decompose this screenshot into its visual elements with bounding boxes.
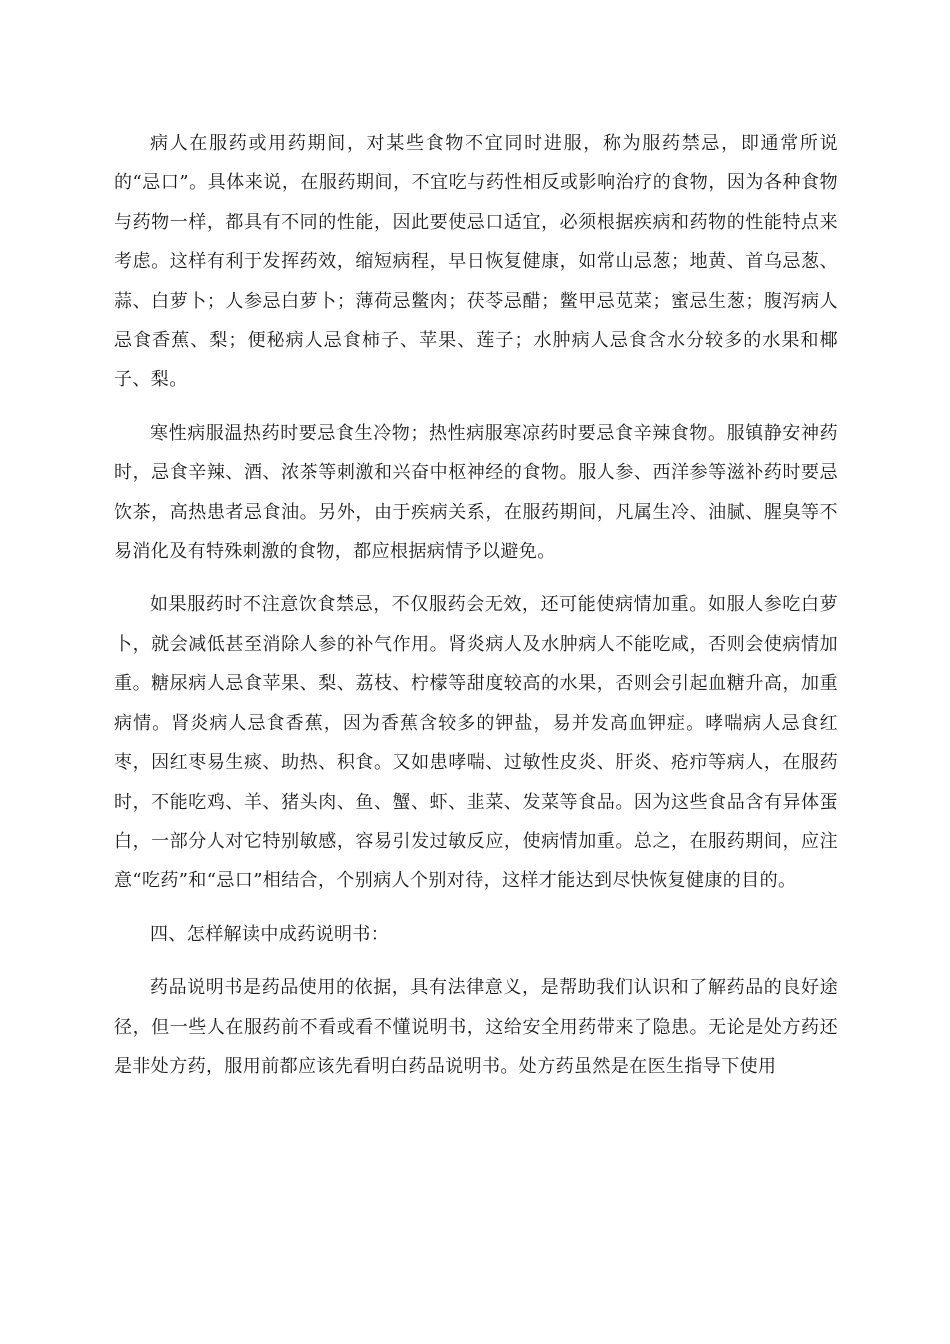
document-page: [114, 124, 838, 1086]
paragraph-taboo-consequences: 如果服药时不注意饮食禁忌，不仅服药会无效，还可能使病情加重。如服人参吃白萝卜，就会减低甚至消除人参的补气作用。肾炎病人及水肿病人不能吃咸，否则会使病情加重。糖尿病人忌食苹果、梨、荔枝、柠檬等甜度较高的水果，否则会引起血糖升高，加重病情。肾炎病人忌食香蕉，因为香蕉含较多的钾盐，易并发高血钾症。哮喘病人忌食红枣，因红枣易生痰、助热、积食。又如患哮喘、过敏性皮炎、肝炎、疮疖等病人，在服药时，不能吃鸡、羊、猪头肉、鱼、蟹、虾、韭菜、发菜等食品。因为这些食品含有异体蛋白，一部分人对它特别敏感，容易引发过敏反应，使病情加重。总之，在服药期间，应注意“吃药”和“忌口”相结合，个别病人个别对待，这样才能达到尽快恢复健康的目的。: [114, 594, 838, 892]
paragraph-cold-heat-medicine: 寒性病服温热药时要忌食生冷物；热性病服寒凉药时要忌食辛辣食物。服镇静安神药时，忌食辛辣、酒、浓茶等刺激和兴奋中枢神经的食物。服人参、西洋参等滋补药时要忌饮茶，高热患者忌食油。另外，由于疾病关系，在服药期间，凡属生冷、油腻、腥臭等不易消化及有特殊刺激的食物，都应根据病情予以避免。: [114, 422, 838, 563]
section-heading-instructions: 四、怎样解读中成药说明书：: [150, 923, 390, 945]
paragraph-food-taboo-intro: 病人在服药或用药期间，对某些食物不宜同时进服，称为服药禁忌，即通常所说的“忌口”。具体来说，在服药期间，不宜吃与药性相反或影响治疗的食物，因为各种食物与药物一样，都具有不同的性能，因此要使忌口适宜，必须根据疾病和药物的性能特点来考虑。这样有利于发挥药效，缩短病程，早日恢复健康，如常山忌葱；地黄、首乌忌葱、蒜、白萝卜；人参忌白萝卜；薄荷忌鳖肉；茯苓忌醋；鳖甲忌苋菜；蜜忌生葱；腹泻病人忌食香蕉、梨；便秘病人忌食柿子、苹果、莲子；水肿病人忌食含水分较多的水果和椰子、梨。: [114, 133, 838, 391]
paragraph-drug-instructions: 药品说明书是药品使用的依据，具有法律意义，是帮助我们认识和了解药品的良好途径，但一些人在服药前不看或看不懂说明书，这给安全用药带来了隐患。无论是处方药还是非处方药，服用前都应该先看明白药品说明书。处方药虽然是在医生指导下使用: [114, 977, 838, 1077]
